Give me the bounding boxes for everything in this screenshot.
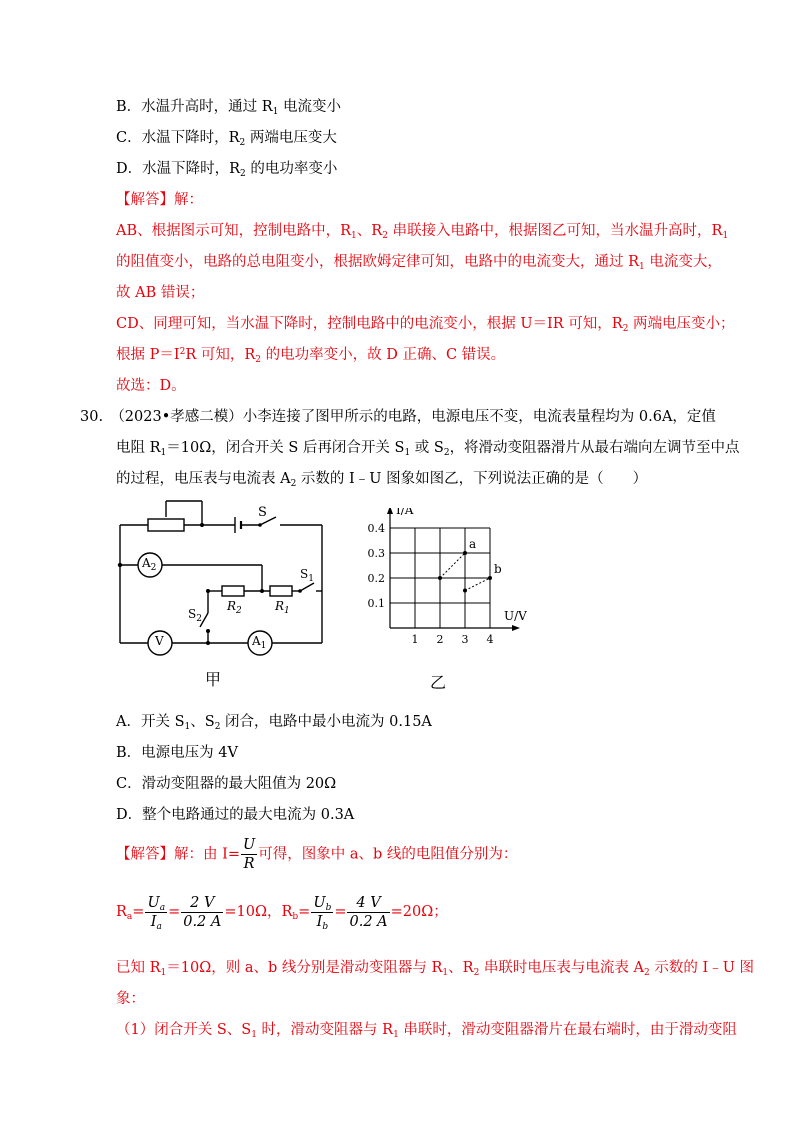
- option-b-prev: B．水温升高时，通过 $R_1$ 电流变小: [116, 99, 342, 117]
- series-label-b: b: [494, 562, 502, 576]
- option-d: D．整个电路通过的最大电流为 0.3A: [116, 807, 355, 823]
- prev-solution-line-1: AB、根据图示可知，控制电路中，$R_1$、$R_2$ 串联接入电路中，根据图乙可知，当水温升高时，$R_1$: [116, 223, 729, 241]
- prev-solution-line-6: 故选：D。: [116, 378, 186, 394]
- x-tick-label: 2: [436, 633, 444, 646]
- label-s2: $S_2$: [188, 607, 202, 624]
- option-c: C．滑动变阻器的最大阻值为 20Ω: [116, 776, 337, 792]
- caption-jia: 甲: [205, 670, 222, 689]
- label-r2: $R_2$: [227, 599, 242, 616]
- y-axis-arrow: [387, 508, 393, 514]
- option-a: A．开关 $S_1$、$S_2$ 闭合，电路中最小电流为 0.15A: [116, 714, 432, 732]
- label-s: S: [258, 505, 267, 520]
- series-line-a: [440, 553, 465, 578]
- prev-solution-line-2: 的阻值变小，电路的总电阻变小，根据欧姆定律可知，电路中的电流变大，通过 $R_1$ 电流变大，: [116, 254, 722, 272]
- option-d-prev: D．水温下降时，$R_2$ 的电功率变小: [116, 161, 338, 179]
- question-30-line-1: 30. （2023•孝感二模）小李连接了图甲所示的电路，电源电压不变，电流表量程均为 0.6A，定值: [80, 409, 716, 425]
- question-number: 30.: [80, 409, 104, 425]
- x-tick-label: 4: [486, 633, 494, 646]
- label-s1: $S_1$: [300, 567, 314, 584]
- y-tick-label: 0.1: [367, 597, 385, 610]
- x-tick-label: 3: [461, 633, 469, 646]
- iu-graph: [360, 508, 540, 698]
- series-label-a: a: [469, 537, 477, 551]
- x-axis-arrow: [512, 625, 520, 631]
- circuit-svg: [100, 495, 340, 695]
- iu-graph-svg: [360, 508, 540, 658]
- circuit-diagram: [100, 495, 340, 695]
- solution-resistances: $R_a=$ $\frac{U_a}{I_a}$ = $\frac{2 V}{0.2 A}$ =10Ω，$R_b=$ $\frac{U_b}{I_b}$ = $\frac{4 V}{0.2 A}$ =20Ω；: [116, 894, 448, 932]
- y-tick-label: 0.2: [367, 572, 385, 585]
- question-30-line-2: 电阻 $R_1=10\Omega$，闭合开关 S 后再闭合开关 $S_1$ 或 $S_2$，将滑动变阻器滑片从最右端向左调节至中点: [116, 440, 740, 458]
- question-30-line-3: 的过程，电压表与电流表 $A_2$ 示数的 I﹣U 图象如图乙，下列说法正确的是（ ）: [116, 471, 648, 489]
- solution-case-1: （1）闭合开关 S、$S_1$ 时，滑动变阻器与 $R_1$ 串联时，滑动变阻器滑片在最右端时，由于滑动变阻: [116, 1022, 737, 1040]
- y-axis-label: I/A: [396, 508, 414, 517]
- series-point-b: [488, 576, 492, 580]
- series-point-b: [463, 589, 467, 593]
- answer-heading-prev: 【解答】解：: [116, 192, 203, 208]
- x-axis-label: U/V: [504, 609, 527, 623]
- prev-solution-line-3: 故 AB 错误；: [116, 285, 205, 301]
- ohm-fraction: $\frac{U}{R}$: [243, 837, 256, 872]
- caption-yi: 乙: [430, 673, 447, 692]
- option-c-prev: C．水温下降时，$R_2$ 两端电压变大: [116, 130, 337, 148]
- solution-intro: 【解答】解：由 I= $\frac{U}{R}$ 可得，图象中 a、b 线的电阻值分别为：: [116, 837, 518, 872]
- label-v: V: [155, 634, 164, 648]
- label-r1: $R_1$: [275, 599, 290, 616]
- x-tick-label: 1: [411, 633, 419, 646]
- series-line-b: [465, 578, 490, 591]
- label-a2: $A_2$: [142, 556, 157, 573]
- y-tick-label: 0.3: [367, 547, 385, 560]
- label-a1: $A_1$: [252, 634, 267, 651]
- solution-known-1: 已知 $R_1=10\Omega$，则 a、b 线分别是滑动变阻器与 $R_1$、$R_2$ 串联时电压表与电流表 $A_2$ 示数的 I﹣U 图: [116, 960, 755, 978]
- series-point-a: [438, 576, 442, 580]
- option-b: B．电源电压为 4V: [116, 745, 238, 761]
- prev-solution-line-5: 根据 $P=I^2R$ 可知，$R_2$ 的电功率变小，故 D 正确、C 错误。: [116, 347, 506, 365]
- series-point-a: [463, 551, 467, 555]
- y-tick-label: 0.4: [367, 522, 385, 535]
- solution-known-2: 象：: [116, 991, 145, 1007]
- prev-solution-line-4: CD、同理可知，当水温下降时，控制电路中的电流变小，根据 U＝IR 可知，$R_2$ 两端电压变小；: [116, 316, 735, 334]
